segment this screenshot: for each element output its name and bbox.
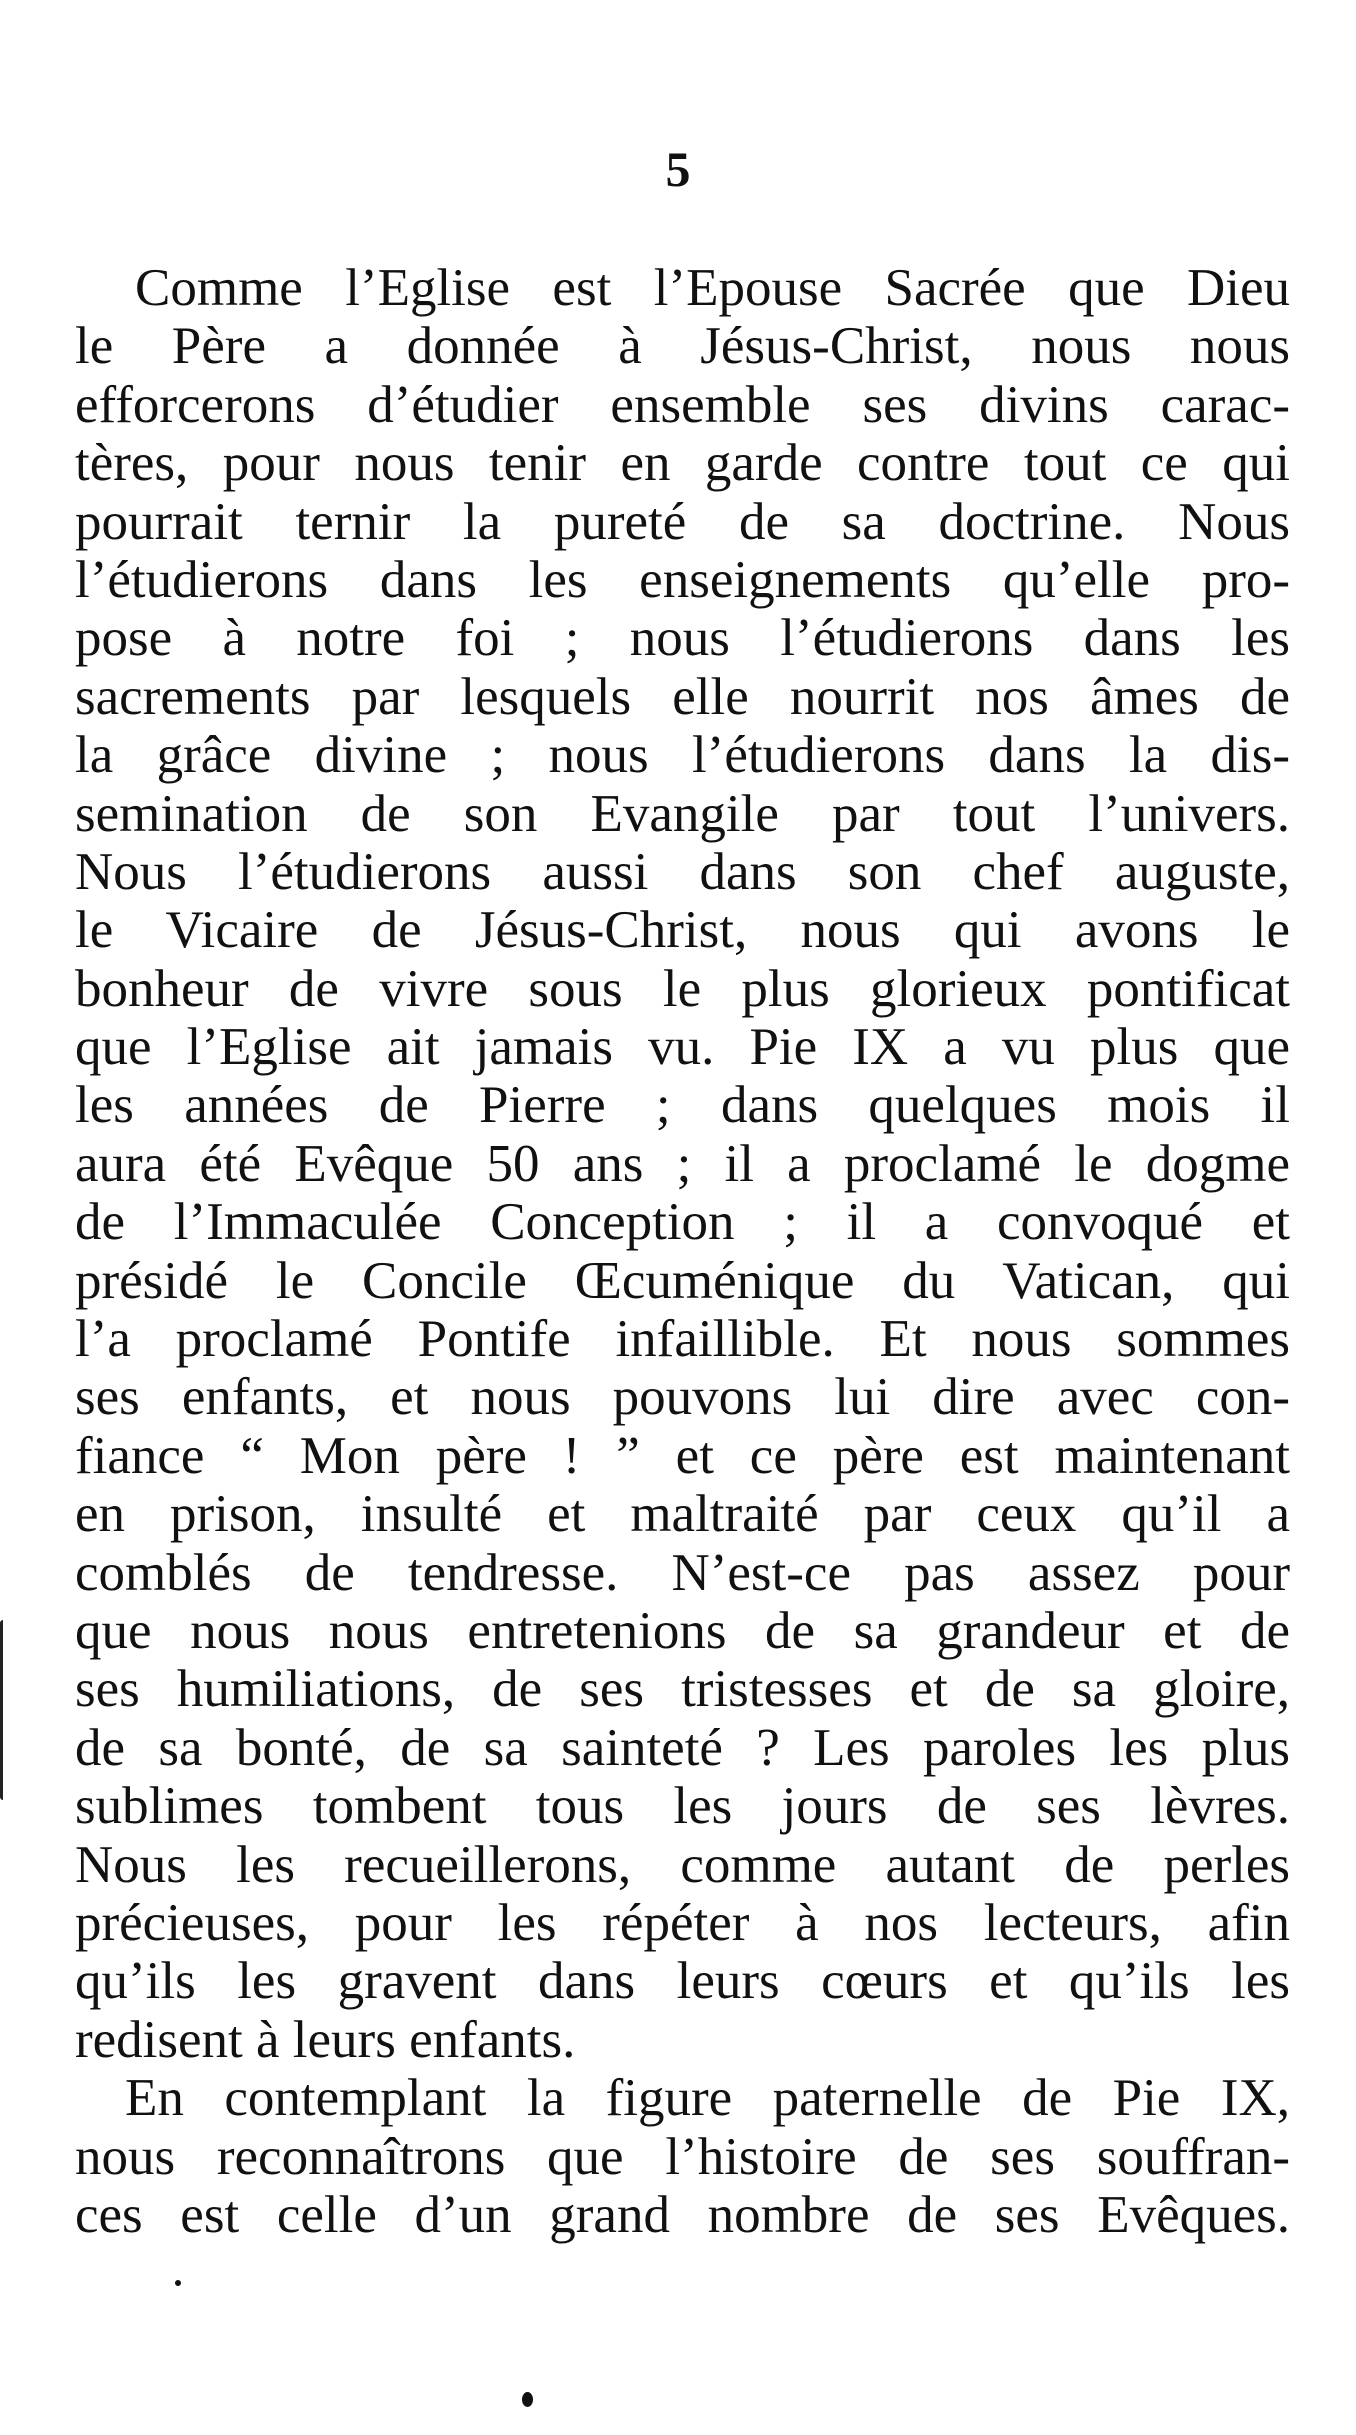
text-line: ses enfants, et nous pouvons lui dire avec con- [75,1368,1290,1427]
text-line: Nous l’étudierons aussi dans son chef auguste, [75,842,1290,901]
text-line: précieuses, pour les répéter à nos lecteurs, afin [75,1893,1290,1952]
text-line: bonheur de vivre sous le plus glorieux pontificat [75,959,1290,1018]
text-line: ces est celle d’un grand nombre de ses Evêques. [75,2185,1290,2244]
text-line: ses humiliations, de ses tristesses et de sa gloire, [75,1660,1290,1719]
text-line: semination de son Evangile par tout l’univers. [75,784,1290,843]
text-line: redisent à leurs enfants. [75,2010,576,2069]
text-line: les années de Pierre ; dans quelques mois il [75,1076,1290,1135]
page-number: 5 [665,141,691,197]
speck-mark [175,2280,181,2286]
text-line: Nous les recueillerons, comme autant de perles [75,1835,1290,1894]
text-line: la grâce divine ; nous l’étudierons dans la dis- [75,726,1290,785]
text-line: le Père a donnée à Jésus-Christ, nous nous [75,317,1290,376]
text-line: pourrait ternir la pureté de sa doctrine. Nous [75,492,1290,551]
body-text [75,259,1290,2244]
text-line: que nous nous entretenions de sa grandeur et de [75,1601,1290,1660]
speck-mark [522,2392,533,2407]
binding-edge-mark [0,1620,9,1800]
text-line: le Vicaire de Jésus-Christ, nous qui avons le [75,901,1290,960]
text-line: en prison, insulté et maltraité par ceux qu’il a [75,1485,1290,1544]
text-line: de l’Immaculée Conception ; il a convoqué et [75,1193,1290,1252]
text-line: Comme l’Eglise est l’Epouse Sacrée que Dieu [135,259,1290,317]
text-line: présidé le Concile Œcuménique du Vatican, qui [75,1251,1290,1310]
text-line: aura été Evêque 50 ans ; il a proclamé le dogme [75,1134,1290,1193]
text-line: pose à notre foi ; nous l’étudierons dans les [75,609,1290,668]
text-line: nous reconnaîtrons que l’histoire de ses souffran- [75,2127,1290,2186]
text-line: tères, pour nous tenir en garde contre tout ce qui [75,434,1290,493]
text-line: fiance “ Mon père ! ” et ce père est maintenant [75,1426,1290,1485]
text-line: En contemplant la figure paternelle de Pie IX, [125,2069,1290,2128]
text-line: l’a proclamé Pontife infaillible. Et nous sommes [75,1310,1290,1369]
text-line: qu’ils les gravent dans leurs cœurs et qu’ils les [75,1952,1290,2011]
text-line: que l’Eglise ait jamais vu. Pie IX a vu plus que [75,1018,1290,1077]
text-line: efforcerons d’étudier ensemble ses divins carac- [75,375,1290,434]
text-line: comblés de tendresse. N’est-ce pas assez pour [75,1543,1290,1602]
text-line: sublimes tombent tous les jours de ses lèvres. [75,1777,1290,1836]
text-line: sacrements par lesquels elle nourrit nos âmes de [75,667,1290,726]
text-line: de sa bonté, de sa sainteté ? Les paroles les plus [75,1718,1290,1777]
text-line: l’étudierons dans les enseignements qu’elle pro- [75,550,1290,609]
